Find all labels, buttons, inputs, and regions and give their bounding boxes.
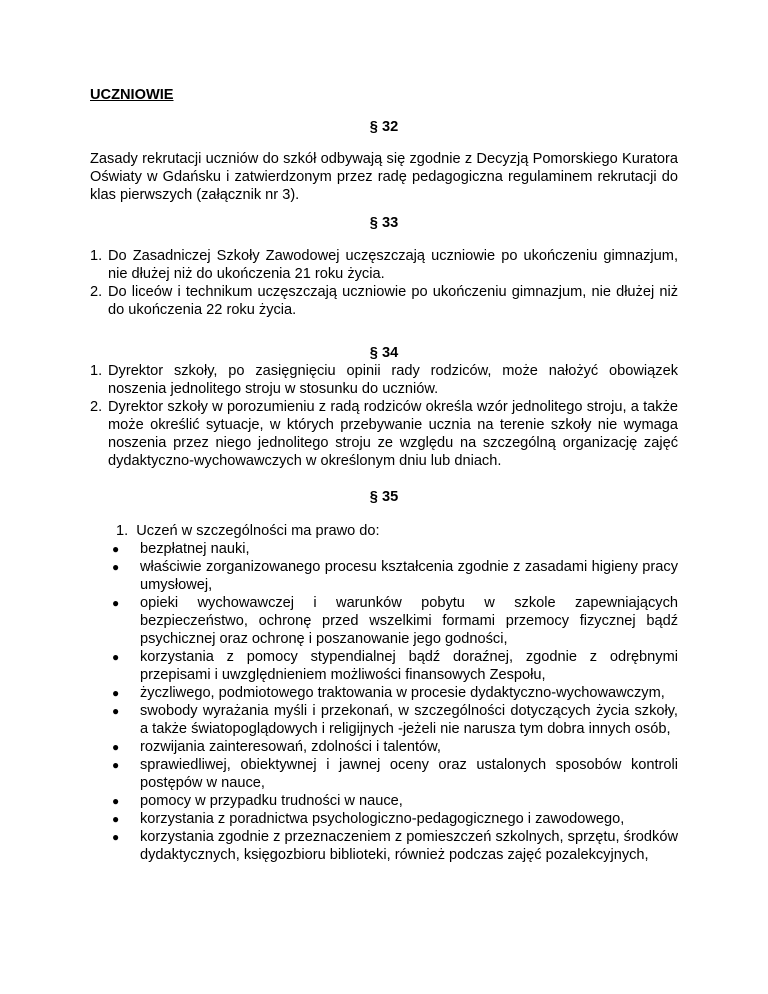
- bullet-icon: ●: [112, 812, 120, 826]
- section-35-bullet-list: [110, 540, 678, 864]
- bullet-text: rozwijania zainteresowań, zdolności i talentów,: [140, 739, 441, 755]
- item-number: 1.: [90, 363, 103, 379]
- item-text: Dyrektor szkoły w porozumieniu z radą rodziców określa wzór jednolitego stroju, a także może określić sytuacje, w których przebywanie ucznia na terenie szkoły nie wymaga noszenia przez niego jednolitego stroju ze względu na szczególną organizację zajęć dydaktyczno-wychowawczych w określonym dniu lub dniach.: [108, 399, 678, 469]
- bullet-text: korzystania zgodnie z przeznaczeniem z pomieszczeń szkolnych, sprzętu, środków dydaktycznych, księgozbioru biblioteki, również podczas zajęć pozalekcyjnych,: [140, 829, 678, 863]
- section-35-sign: § 35: [369, 489, 399, 505]
- list-item: [90, 362, 678, 398]
- bullet-icon: ●: [112, 830, 120, 844]
- bullet-list-item: [110, 684, 678, 702]
- section-32-text: Zasady rekrutacji uczniów do szkół odbywają się zgodnie z Decyzją Pomorskiego Kuratora Oświaty w Gdańsku i zatwierdzonym przez radę pedagogiczna regulaminem rekrutacji do klas pierwszych (załącznik nr 3).: [90, 151, 678, 203]
- intro-text: Uczeń w szczególności ma prawo do:: [136, 523, 380, 539]
- list-item: [90, 247, 678, 283]
- section-33-sign: § 33: [369, 215, 399, 231]
- item-number: 2.: [90, 399, 103, 415]
- intro-number: 1.: [116, 523, 129, 539]
- bullet-list-item: [110, 810, 678, 828]
- section-34-list: [90, 362, 678, 470]
- section-32-sign: § 32: [369, 119, 399, 135]
- bullet-icon: ●: [112, 542, 120, 556]
- list-item: [90, 398, 678, 470]
- bullet-list-item: [110, 756, 678, 792]
- item-text: Dyrektor szkoły, po zasięgnięciu opinii rady rodziców, może nałożyć obowiązek noszenia jednolitego stroju w stosunku do uczniów.: [108, 363, 678, 397]
- bullet-text: sprawiedliwej, obiektywnej i jawnej oceny oraz ustalonych sposobów kontroli postępów w nauce,: [140, 757, 678, 791]
- bullet-list-item: [110, 828, 678, 864]
- bullet-text: życzliwego, podmiotowego traktowania w procesie dydaktyczno-wychowawczym,: [140, 685, 665, 701]
- document-heading: UCZNIOWIE: [90, 87, 174, 103]
- section-35-intro: [116, 522, 678, 540]
- section-33-list: [90, 247, 678, 319]
- section-34-sign: § 34: [369, 345, 399, 361]
- item-text: Do Zasadniczej Szkoły Zawodowej uczęszczają uczniowie po ukończeniu gimnazjum, nie dłużej niż do ukończenia 21 roku życia.: [108, 248, 678, 282]
- bullet-text: właściwie zorganizowanego procesu kształcenia zgodnie z zasadami higieny pracy umysłowej,: [140, 559, 678, 593]
- bullet-text: bezpłatnej nauki,: [140, 541, 250, 557]
- bullet-list-item: [110, 558, 678, 594]
- item-number: 1.: [90, 248, 103, 264]
- bullet-text: opieki wychowawczej i warunków pobytu w szkole zapewniających bezpieczeństwo, ochronę przed wszelkimi formami przemocy fizycznej bądź psychicznej oraz ochronę i poszanowanie jego godności,: [140, 595, 678, 647]
- bullet-text: pomocy w przypadku trudności w nauce,: [140, 793, 403, 809]
- bullet-icon: ●: [112, 596, 120, 610]
- bullet-text: korzystania z pomocy stypendialnej bądź doraźnej, zgodnie z odrębnymi przepisami i uwzględnieniem możliwości finansowych Zespołu,: [140, 649, 678, 683]
- bullet-list-item: [110, 540, 678, 558]
- bullet-list-item: [110, 702, 678, 738]
- bullet-icon: ●: [112, 794, 120, 808]
- bullet-icon: ●: [112, 650, 120, 664]
- bullet-icon: ●: [112, 758, 120, 772]
- bullet-list-item: [110, 792, 678, 810]
- list-item: [90, 283, 678, 319]
- bullet-list-item: [110, 594, 678, 648]
- item-number: 2.: [90, 284, 103, 300]
- bullet-icon: ●: [112, 704, 120, 718]
- bullet-list-item: [110, 648, 678, 684]
- bullet-icon: ●: [112, 686, 120, 700]
- bullet-text: korzystania z poradnictwa psychologiczno-pedagogicznego i zawodowego,: [140, 811, 625, 827]
- bullet-text: swobody wyrażania myśli i przekonań, w szczególności dotyczących życia szkoły, a także światopoglądowych i religijnych -jeżeli nie narusza tym dobra innych osób,: [140, 703, 678, 737]
- bullet-icon: ●: [112, 560, 120, 574]
- item-text: Do liceów i technikum uczęszczają uczniowie po ukończeniu gimnazjum, nie dłużej niż do ukończenia 22 roku życia.: [108, 284, 678, 318]
- bullet-icon: ●: [112, 740, 120, 754]
- bullet-list-item: [110, 738, 678, 756]
